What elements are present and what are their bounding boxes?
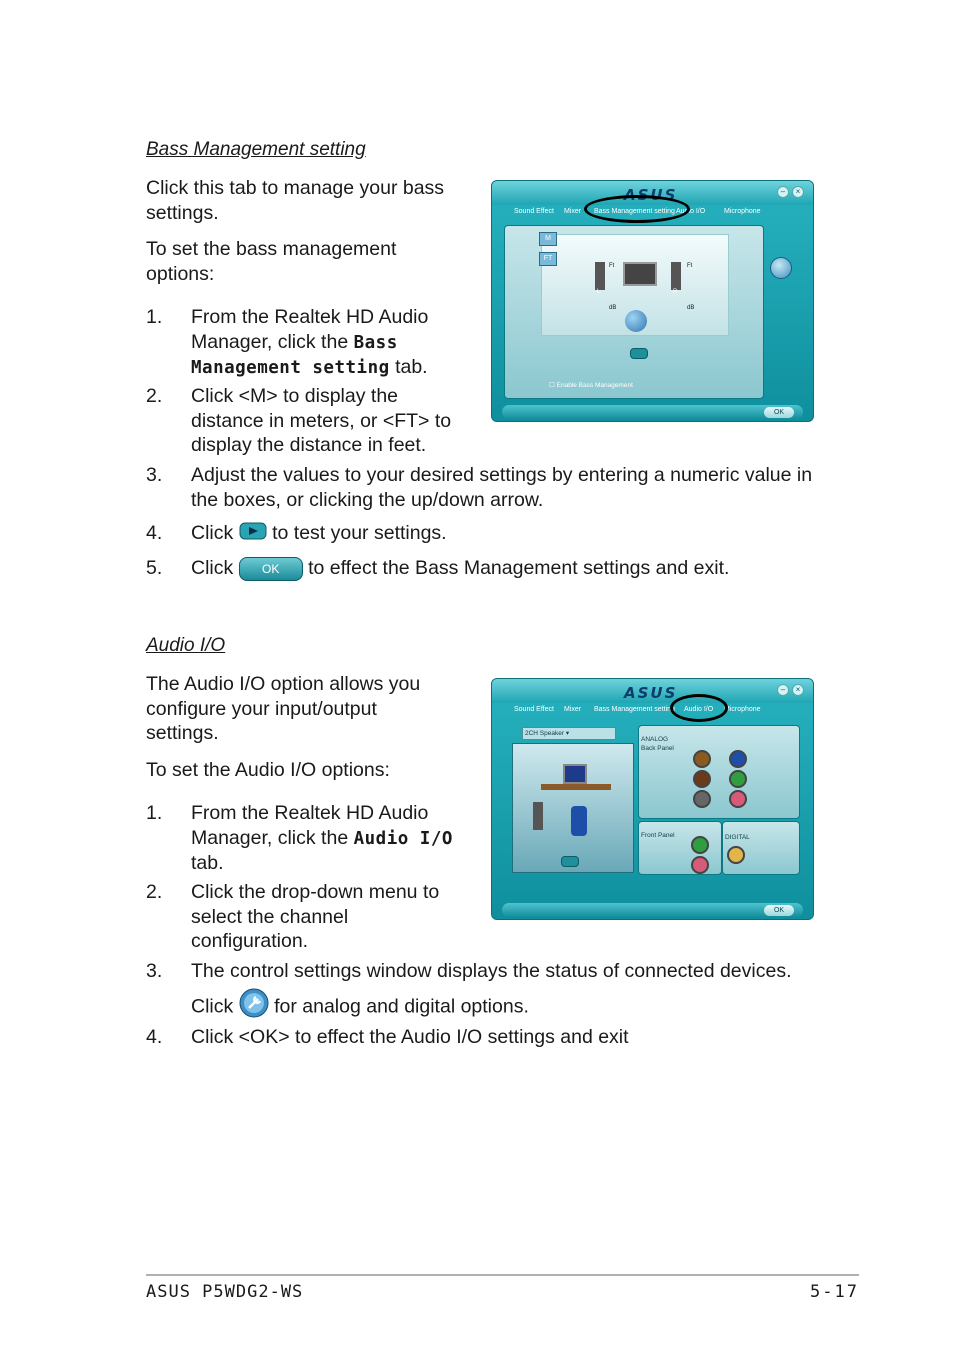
bass-step-5-post: to effect the Bass Management settings and exit. (308, 557, 730, 579)
audio-step-1-post: tab. (191, 852, 224, 874)
back-panel-label: Back Panel (641, 745, 674, 752)
monitor-icon (563, 764, 587, 784)
footer-product-name: ASUS P5WDG2-WS (146, 1282, 304, 1302)
bass-ok-button: OK (764, 407, 794, 418)
tab-sound-effect: Sound Effect (514, 706, 554, 713)
channel-dropdown: 2CH Speaker ▾ (522, 727, 616, 740)
bass-step-5 (191, 556, 811, 581)
right-ft-label: Ft (687, 263, 693, 269)
channel-dropdown-value: 2CH Speaker (525, 730, 565, 737)
bass-step-1-pre: From the Realtek HD Audio Manager, click the (191, 306, 429, 353)
jack-icon (691, 856, 709, 874)
bass-step-5-num: 5. (146, 557, 163, 579)
bass-step-2: Click <M> to display the distance in meters, or <FT> to display the distance in feet. (191, 385, 452, 456)
minimize-icon: – (777, 684, 789, 696)
audio-step-2: Click the drop-down menu to select the channel configuration. (191, 881, 440, 952)
subwoofer-icon (625, 310, 647, 332)
ok-button-icon: OK (239, 557, 303, 581)
tv-icon (623, 262, 657, 286)
tool-button-icon (239, 988, 269, 1027)
audio-step-3-line2 (191, 988, 791, 1027)
audio-step-3-pre: Click (191, 995, 234, 1018)
play-button-icon (239, 522, 267, 547)
jack-icon (727, 846, 745, 864)
bass-step-3: Adjust the values to your desired settings by entering a numeric value in the boxes, or clicking the up/down arrow. (191, 464, 813, 511)
tab-microphone: Microphone (724, 706, 761, 713)
left-ft-label: Ft (609, 263, 615, 269)
tab-microphone: Microphone (724, 208, 761, 215)
audio-step-1-num: 1. (146, 802, 163, 824)
jack-icon (693, 750, 711, 768)
bass-step-1-post: tab. (395, 356, 428, 378)
bass-step-5-pre: Click (191, 557, 234, 579)
audio-screenshot (491, 678, 814, 920)
bass-bottom-bar (502, 405, 803, 419)
jack-icon (693, 770, 711, 788)
audio-tab-bar (506, 703, 799, 717)
bass-step-2-num: 2. (146, 385, 163, 407)
bass-step-4 (191, 521, 791, 546)
bass-room-panel (504, 225, 764, 399)
audio-intro: The Audio I/O option allows you configure your input/output settings. (146, 673, 421, 744)
back-panel-area (638, 725, 800, 819)
bass-heading: Bass Management setting (146, 139, 366, 160)
audio-step-2-num: 2. (146, 881, 163, 903)
audio-step-1-pre: From the Realtek HD Audio Manager, click the (191, 802, 429, 849)
analog-label: ANALOG (641, 736, 669, 743)
room-illustration (512, 743, 634, 873)
jack-icon (729, 750, 747, 768)
unit-ft-button: FT (539, 252, 557, 266)
close-icon: × (792, 186, 804, 198)
page-number: 5-17 (810, 1282, 859, 1302)
audio-step-3-num: 3. (146, 960, 163, 982)
audio-step-3: The control settings window displays the status of connected devices. (191, 960, 792, 982)
digital-label: DIGITAL (725, 834, 750, 841)
footer-rule (146, 1274, 859, 1276)
close-icon: × (792, 684, 804, 696)
tab-bass-management: Bass Management setting (594, 208, 675, 215)
bass-lead: To set the bass management options: (146, 238, 397, 285)
bass-step-3-num: 3. (146, 464, 163, 486)
front-panel-area (638, 821, 722, 875)
chair-icon (571, 806, 587, 836)
audio-lead: To set the Audio I/O options: (146, 759, 390, 781)
enable-bass-checkbox: ☐ Enable Bass Management (549, 382, 633, 389)
test-play-button (630, 348, 648, 359)
bass-step-1 (191, 305, 471, 381)
audio-step-4-num: 4. (146, 1026, 163, 1048)
wrench-icon (770, 257, 792, 279)
bass-step-4-num: 4. (146, 522, 163, 544)
minimize-icon: – (777, 186, 789, 198)
enable-bass-label: Enable Bass Management (556, 382, 633, 389)
audio-tab-highlight-circle (670, 694, 728, 722)
asus-logo: ASUS (624, 684, 678, 702)
room-play-button (561, 856, 579, 867)
audio-step-1 (191, 801, 471, 876)
audio-step-3-post: for analog and digital options. (274, 995, 529, 1018)
jack-icon (729, 770, 747, 788)
left-db-label: dB (609, 305, 617, 311)
desk-icon (541, 784, 611, 790)
audio-heading: Audio I/O (146, 635, 226, 656)
tab-audio-io: Audio I/O (684, 706, 714, 713)
jack-icon (691, 836, 709, 854)
audio-step-1-tabname: Audio I/O (353, 828, 453, 849)
jack-icon (729, 790, 747, 808)
asus-logo: ASUS (624, 186, 678, 204)
bass-step-1-tabname: Bass Management setting (191, 332, 398, 378)
right-channel-label: R (673, 289, 678, 295)
bass-intro: Click this tab to manage your bass settings. (146, 177, 445, 224)
audio-bottom-bar (502, 903, 803, 917)
audio-ok-button: OK (764, 905, 794, 916)
tab-mixer: Mixer (564, 208, 582, 215)
digital-area (722, 821, 800, 875)
bass-step-4-post: to test your settings. (272, 522, 447, 544)
unit-m-button: M (539, 232, 557, 246)
right-db-label: dB (687, 305, 695, 311)
tab-bass-management: Bass Management setting (594, 706, 675, 713)
tab-mixer: Mixer (564, 706, 582, 713)
audio-step-4: Click <OK> to effect the Audio I/O settings and exit (191, 1026, 629, 1048)
left-channel-label: L (597, 289, 601, 295)
bass-step-1-num: 1. (146, 306, 163, 328)
tab-sound-effect: Sound Effect (514, 208, 554, 215)
bass-step-4-pre: Click (191, 522, 234, 544)
pc-tower-icon (533, 802, 543, 830)
bass-tab-highlight-circle (584, 195, 690, 223)
jack-icon (693, 790, 711, 808)
front-panel-label: Front Panel (641, 832, 675, 839)
tab-audio-io: Audio I/O (676, 208, 706, 215)
